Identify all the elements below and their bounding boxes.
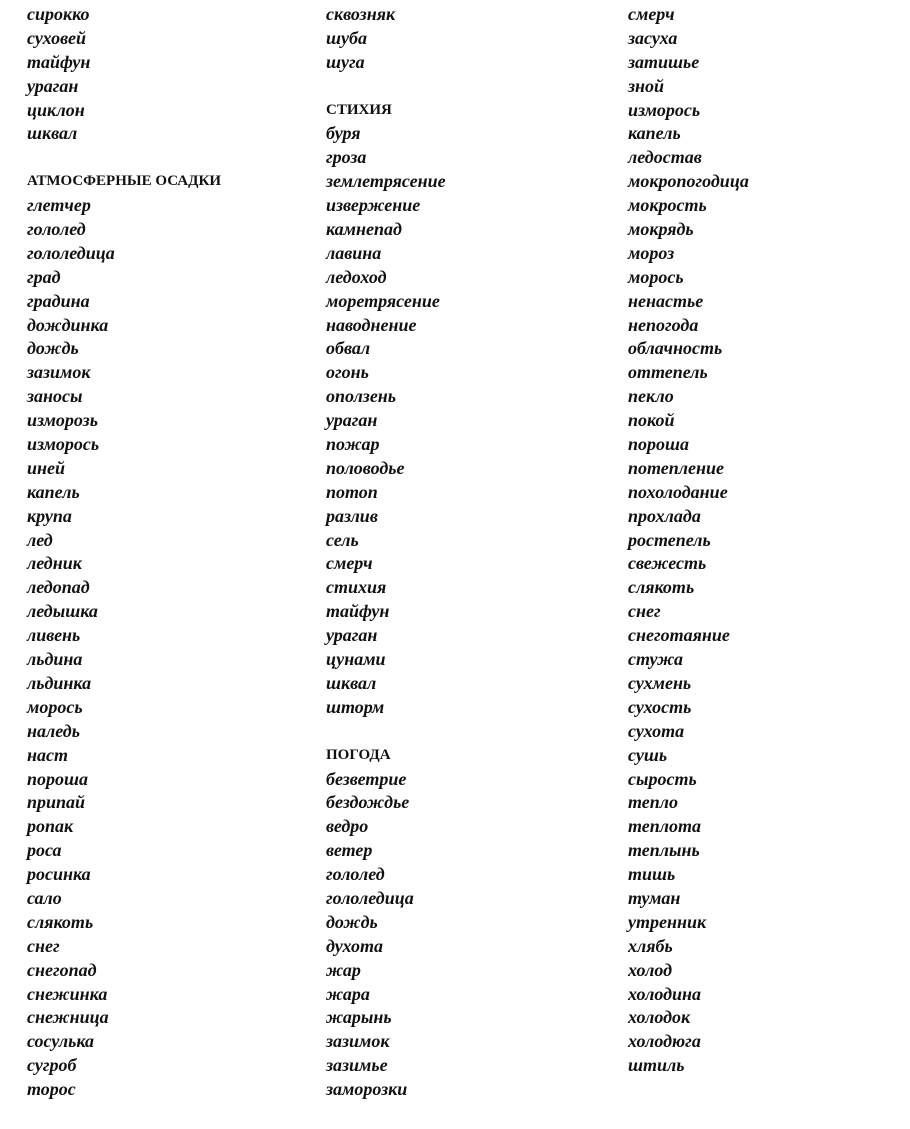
word-entry: ростепель (628, 529, 711, 550)
word-entry: изморозь (27, 410, 98, 431)
word-entry: лавина (326, 242, 382, 263)
word-entry: прохлада (628, 505, 701, 526)
word-entry: ропак (27, 816, 74, 837)
word-entry: дождинка (27, 314, 109, 335)
word-entry: тайфун (326, 601, 390, 622)
word-entry: теплынь (628, 840, 700, 861)
word-entry: мокрость (628, 195, 707, 216)
word-entry: снег (27, 935, 60, 956)
word-entry: суховей (27, 27, 86, 48)
word-entry: потепление (628, 457, 724, 478)
word-entry: извержение (326, 195, 421, 216)
word-entry: морось (27, 696, 83, 717)
word-entry: сирокко (27, 4, 90, 24)
word-entry: сушь (628, 744, 668, 765)
word-entry: шторм (326, 696, 385, 717)
word-entry: ледышка (27, 601, 98, 622)
blank-line (326, 75, 446, 99)
word-entry: ливень (27, 625, 81, 646)
word-entry: хлябь (628, 935, 673, 956)
word-entry: льдинка (27, 672, 92, 693)
word-entry: морось (628, 266, 684, 287)
word-entry: затишье (628, 51, 700, 72)
word-entry: роса (27, 840, 62, 861)
word-entry: припай (27, 792, 86, 813)
word-entry: холодина (628, 983, 702, 1004)
word-entry: жар (326, 959, 361, 980)
word-entry: моретрясение (326, 290, 440, 311)
word-entry: циклон (27, 99, 85, 120)
word-entry: град (27, 266, 61, 287)
word-entry: наледь (27, 720, 80, 741)
word-entry: оттепель (628, 362, 708, 383)
word-entry: лед (27, 529, 53, 550)
word-entry: теплота (628, 816, 702, 837)
word-entry: сухмень (628, 672, 692, 693)
word-entry: зной (628, 75, 665, 96)
word-entry: ветер (326, 840, 373, 861)
word-column-2 (326, 3, 446, 1102)
blank-line (326, 720, 446, 744)
word-entry: сугроб (27, 1055, 77, 1076)
word-entry: потоп (326, 481, 378, 502)
word-entry: снежница (27, 1007, 109, 1028)
word-entry: сосулька (27, 1031, 95, 1052)
word-entry: обвал (326, 338, 371, 359)
word-entry: холод (628, 959, 673, 980)
word-entry: стихия (326, 577, 387, 598)
word-entry: росинка (27, 864, 91, 885)
word-entry: ураган (27, 75, 79, 96)
word-entry: снежинка (27, 983, 108, 1004)
word-entry: сало (27, 887, 62, 908)
word-entry: холодок (628, 1007, 691, 1028)
word-entry: льдина (27, 649, 83, 670)
word-entry: гололед (326, 864, 385, 885)
word-entry: буря (326, 123, 361, 144)
word-entry: стужа (628, 649, 683, 670)
word-entry: пороша (628, 434, 690, 455)
word-entry: зазимье (326, 1055, 388, 1076)
word-entry: ледник (27, 553, 82, 574)
word-entry: туман (628, 887, 681, 908)
word-entry: зазимок (27, 362, 91, 383)
word-entry: слякоть (628, 577, 695, 598)
word-entry: покой (628, 410, 675, 431)
word-entry: огонь (326, 362, 369, 383)
word-entry: наводнение (326, 314, 417, 335)
word-entry: засуха (628, 27, 678, 48)
word-entry: сквозняк (326, 4, 396, 24)
word-entry: тайфун (27, 51, 91, 72)
word-entry: смерч (628, 4, 675, 24)
word-entry: разлив (326, 505, 378, 526)
word-entry: дождь (27, 338, 79, 359)
word-entry: сырость (628, 768, 697, 789)
word-entry: жарынь (326, 1007, 392, 1028)
word-entry: утренник (628, 911, 707, 932)
word-entry: бездождье (326, 792, 410, 813)
word-entry: тишь (628, 864, 676, 885)
word-entry: изморось (27, 434, 100, 455)
word-entry: безветрие (326, 768, 407, 789)
word-entry: пороша (27, 768, 89, 789)
word-entry: наст (27, 744, 68, 765)
word-entry: шуба (326, 27, 367, 48)
word-entry: зазимок (326, 1031, 390, 1052)
word-entry: половодье (326, 457, 405, 478)
word-entry: ведро (326, 816, 369, 837)
word-entry: дождь (326, 911, 378, 932)
word-entry: похолодание (628, 481, 728, 502)
word-entry: духота (326, 935, 383, 956)
word-entry: капель (27, 481, 80, 502)
word-entry: заморозки (326, 1079, 408, 1100)
word-entry: цунами (326, 649, 386, 670)
word-entry: ледопад (27, 577, 90, 598)
word-column-1 (27, 3, 221, 1102)
word-entry: облачность (628, 338, 723, 359)
section-heading: АТМОСФЕРНЫЕ ОСАДКИ (27, 173, 221, 190)
word-entry: ненастье (628, 290, 704, 311)
blank-line (27, 146, 221, 170)
word-entry: землетрясение (326, 171, 446, 192)
word-entry: холодюга (628, 1031, 701, 1052)
word-entry: гололедица (326, 887, 414, 908)
word-entry: смерч (326, 553, 373, 574)
word-entry: сухость (628, 696, 692, 717)
word-entry: крупа (27, 505, 72, 526)
word-entry: ураган (326, 625, 378, 646)
word-entry: торос (27, 1079, 76, 1100)
word-entry: снеготаяние (628, 625, 730, 646)
word-entry: гололедица (27, 242, 115, 263)
section-heading: СТИХИЯ (326, 101, 392, 118)
word-entry: градина (27, 290, 90, 311)
word-entry: изморось (628, 99, 701, 120)
word-entry: пекло (628, 386, 674, 407)
word-entry: гроза (326, 147, 367, 168)
word-entry: непогода (628, 314, 699, 335)
word-entry: снегопад (27, 959, 97, 980)
word-entry: свежесть (628, 553, 707, 574)
word-entry: шуга (326, 51, 365, 72)
word-entry: капель (628, 123, 681, 144)
word-entry: сель (326, 529, 359, 550)
word-entry: камнепад (326, 219, 402, 240)
word-entry: шквал (27, 123, 78, 144)
word-entry: ледостав (628, 147, 702, 168)
word-entry: жара (326, 983, 370, 1004)
word-entry: снег (628, 601, 661, 622)
word-entry: гололед (27, 219, 86, 240)
word-entry: мокрядь (628, 219, 694, 240)
word-entry: глетчер (27, 195, 91, 216)
word-entry: штиль (628, 1055, 685, 1076)
word-entry: шквал (326, 672, 377, 693)
word-entry: ледоход (326, 266, 387, 287)
word-entry: мороз (628, 242, 675, 263)
word-column-3 (628, 3, 749, 1078)
word-entry: тепло (628, 792, 679, 813)
section-heading: ПОГОДА (326, 746, 391, 763)
word-entry: пожар (326, 434, 380, 455)
word-entry: мокропогодица (628, 171, 749, 192)
word-entry: ураган (326, 410, 378, 431)
word-entry: сухота (628, 720, 685, 741)
word-entry: слякоть (27, 911, 94, 932)
word-entry: заносы (27, 386, 83, 407)
word-entry: иней (27, 457, 66, 478)
word-entry: оползень (326, 386, 397, 407)
